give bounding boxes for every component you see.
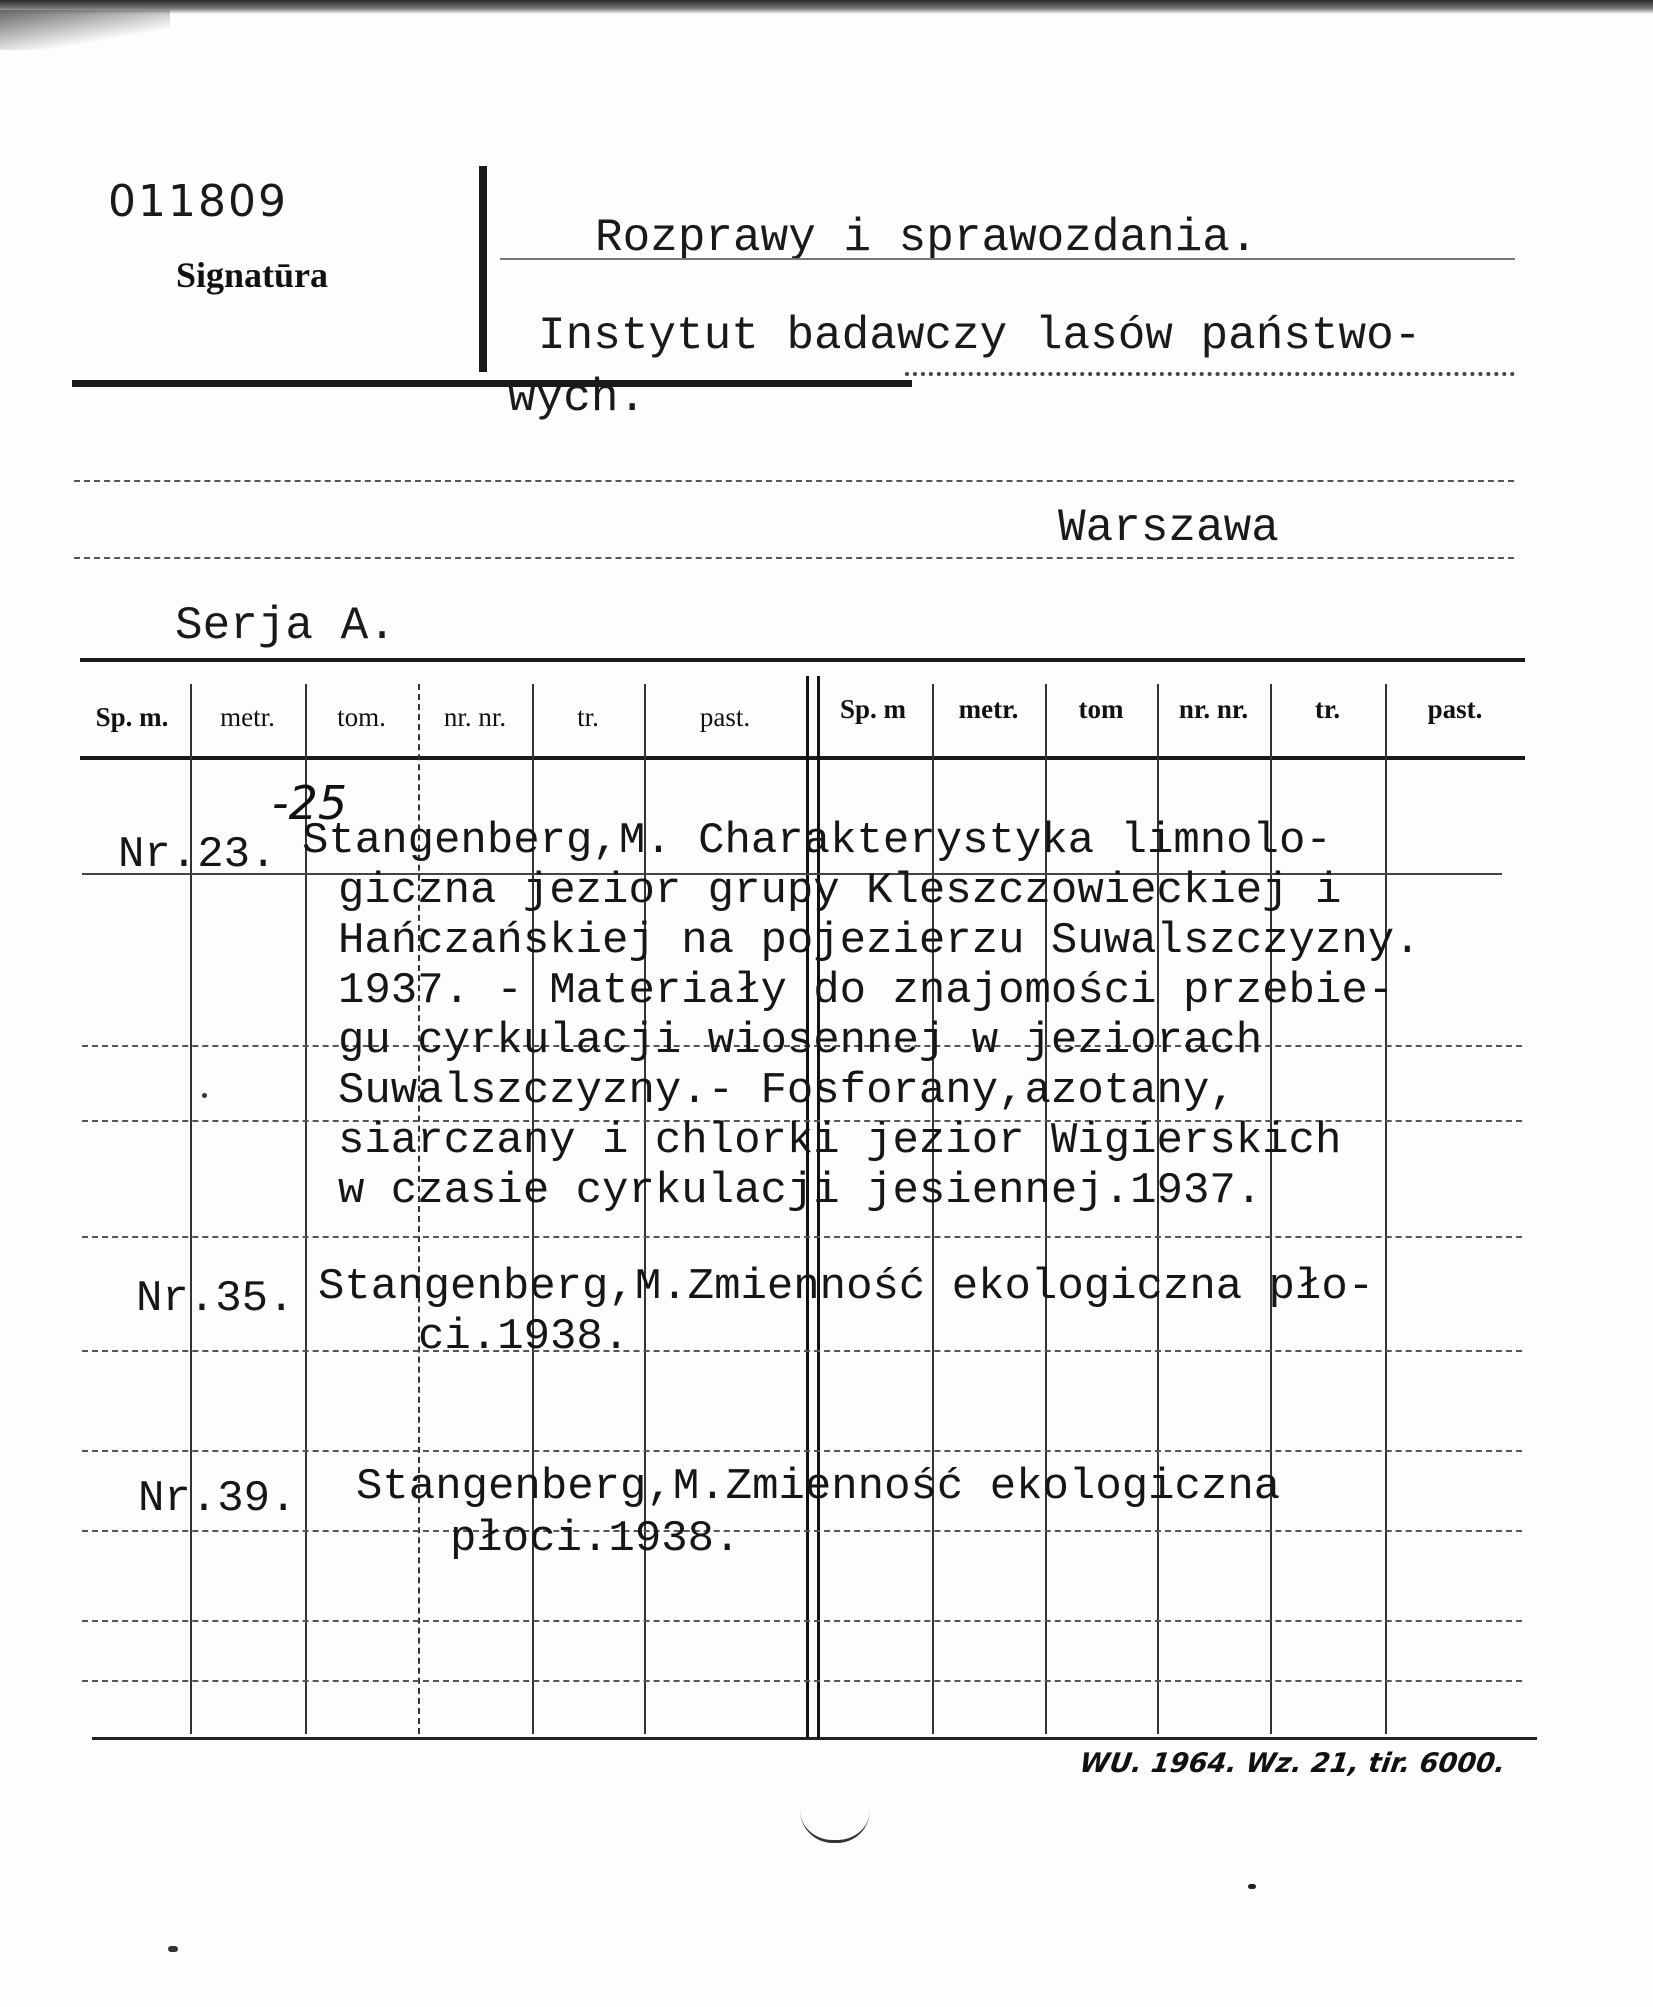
row-rule-4 (82, 1236, 1522, 1238)
row-rule-9 (82, 1680, 1522, 1682)
row-rule-6 (82, 1450, 1522, 1452)
entry-39-number: Nr.39. (138, 1474, 297, 1524)
entry-39-line-1: Stangenberg,M.Zmienność ekologiczna (356, 1462, 1281, 1512)
entry-23-line-7: siarczany i chlorki jezior Wigierskich (338, 1116, 1342, 1166)
entry-23-line-5: gu cyrkulacji wiosennej w jeziorach (338, 1016, 1263, 1066)
entry-35-line-2: ci.1938. (418, 1312, 630, 1362)
col-line-11 (1385, 684, 1387, 1734)
punch-hole-arc (800, 1810, 870, 1843)
col-header-past-2: past. (1427, 693, 1483, 724)
entry-35-number: Nr.35. (136, 1274, 295, 1324)
entry-35-line-1: Stangenberg,M.Zmienność ekologiczna pło- (318, 1262, 1375, 1312)
entry-23-line-6: Suwalszczyzny.- Fosforany,azotany, (338, 1066, 1236, 1116)
signatura-divider (479, 166, 487, 372)
col-header-nr-nr: nr. nr. (443, 701, 507, 732)
entry-23-line-1: Stangenberg,M. Charakterystyka limnolo- (302, 816, 1332, 866)
entry-23-line-2: giczna jezior grupy Kleszczowieckiej i (338, 866, 1342, 916)
entry-23-number: Nr.23. (118, 830, 277, 880)
header-rule (72, 380, 912, 387)
series-designation: Serja A. (175, 600, 396, 652)
signatura-label: Signatūra (176, 255, 329, 295)
catalog-number: 011809 (108, 176, 288, 227)
scan-top-left-shadow (0, 10, 170, 50)
col-header-sp-m: Sp. m. (95, 701, 169, 732)
rule-1 (74, 480, 1514, 482)
entry-39-line-2: płoci.1938. (450, 1514, 741, 1564)
col-header-tom-2: tom (1078, 693, 1124, 724)
title-rule (500, 258, 1515, 260)
col-header-metr-2: metr. (958, 693, 1019, 724)
rule-2 (74, 557, 1514, 559)
entry-23-line-3: Hańczańskiej na pojezierzu Suwalszczyzny. (338, 916, 1421, 966)
table-top-rule (80, 658, 1525, 662)
row-rule-5 (82, 1350, 1522, 1352)
entry-23-line-8: w czasie cyrkulacji jesiennej.1937. (338, 1166, 1263, 1216)
scan-speck-1 (1248, 1884, 1256, 1889)
col-header-tom: tom. (337, 701, 386, 732)
scan-speck-3 (202, 1093, 207, 1098)
col-header-tr-2: tr. (1314, 693, 1341, 724)
col-header-metr: metr. (220, 701, 275, 732)
col-header-tr: tr. (577, 701, 599, 732)
col-header-past: past. (699, 701, 751, 732)
entry-23-line-4: 1937. - Materiały do znajomości przebie- (338, 966, 1395, 1016)
header-rule-faint (905, 372, 1515, 376)
row-rule-7 (82, 1530, 1522, 1532)
place-of-publication: Warszawa (1058, 502, 1279, 554)
entry-23-correction: -25 (272, 776, 348, 830)
col-header-sp-m-2: Sp. m (839, 693, 907, 724)
col-header-nr-nr-2: nr. nr. (1178, 693, 1249, 724)
publisher-line-1: Instytut badawczy lasów państwo- (538, 310, 1422, 362)
print-run-note: WU. 1964. Wz. 21, tir. 6000. (1077, 1748, 1508, 1779)
scan-speck-2 (168, 1946, 178, 1952)
scan-top-edge (0, 0, 1653, 14)
row-rule-8 (82, 1620, 1522, 1622)
publisher-line-2: wych. (508, 372, 647, 424)
series-title: Rozprawy i sprawozdania. (595, 212, 1258, 264)
